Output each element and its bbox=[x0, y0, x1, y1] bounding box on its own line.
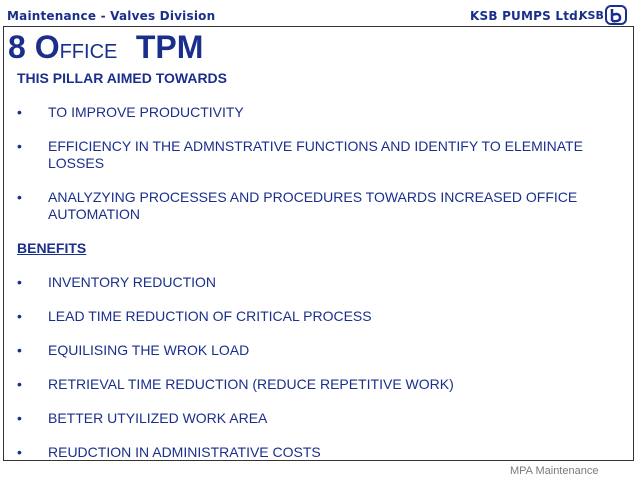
section-heading-aims: THIS PILLAR AIMED TOWARDS bbox=[17, 70, 227, 86]
title-prefix: 8 O bbox=[8, 29, 60, 65]
list-item bbox=[17, 410, 617, 427]
bullet-icon: • bbox=[17, 410, 22, 426]
ksb-logo-icon bbox=[576, 5, 632, 25]
list-item-text: REUDCTION IN ADMINISTRATIVE COSTS bbox=[48, 444, 321, 460]
bullet-icon: • bbox=[17, 189, 22, 205]
bullet-icon: • bbox=[17, 342, 22, 358]
list-item bbox=[17, 308, 617, 325]
list-item bbox=[17, 376, 617, 393]
list-item-text: LEAD TIME REDUCTION OF CRITICAL PROCESS bbox=[48, 308, 372, 324]
company-name: KSB PUMPS Ltd. bbox=[470, 9, 583, 23]
title-small-caps: FFICE bbox=[59, 41, 118, 63]
list-item-text: TO IMPROVE PRODUCTIVITY bbox=[48, 104, 244, 120]
list-item-text: RETRIEVAL TIME REDUCTION (REDUCE REPETITIVE WORK) bbox=[48, 376, 454, 392]
list-item bbox=[17, 189, 617, 223]
list-item-text: ANALYZYING PROCESSES AND PROCEDURES TOWARDS INCREASED OFFICE AUTOMATION bbox=[48, 189, 578, 222]
bullet-icon: • bbox=[17, 308, 22, 324]
list-item bbox=[17, 104, 617, 121]
bullet-icon: • bbox=[17, 274, 22, 290]
slide-header bbox=[0, 0, 638, 26]
bullet-icon: • bbox=[17, 444, 22, 460]
slide-content bbox=[17, 70, 617, 460]
slide-title bbox=[8, 29, 203, 66]
list-item bbox=[17, 444, 617, 460]
division-label: Maintenance - Valves Division bbox=[7, 9, 216, 23]
list-item bbox=[17, 342, 617, 359]
list-item bbox=[17, 274, 617, 291]
bullet-icon: • bbox=[17, 104, 22, 120]
bullet-icon: • bbox=[17, 376, 22, 392]
list-item-text: BETTER UTYILIZED WORK AREA bbox=[48, 410, 268, 426]
title-main: TPM bbox=[135, 29, 204, 65]
list-item bbox=[17, 138, 617, 172]
list-item-text: EFFICIENCY IN THE ADMNSTRATIVE FUNCTIONS AND IDENTIFY TO ELEMINATE LOSSES bbox=[48, 138, 583, 171]
footer-label: MPA Maintenance bbox=[510, 465, 599, 477]
list-item-text: EQUILISING THE WROK LOAD bbox=[48, 342, 250, 358]
section-heading-benefits: BENEFITS bbox=[17, 240, 87, 256]
list-item-text: INVENTORY REDUCTION bbox=[48, 274, 217, 290]
logo-text: KSB bbox=[579, 9, 604, 22]
bullet-icon: • bbox=[17, 138, 22, 154]
